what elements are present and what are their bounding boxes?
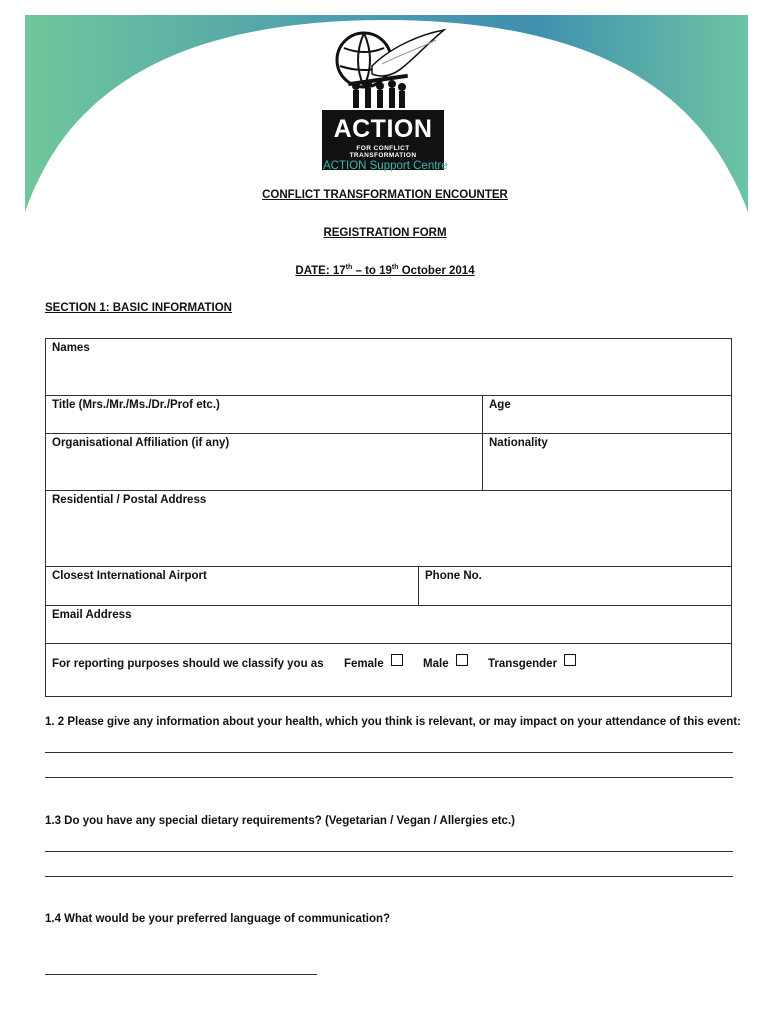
phone-label: Phone No. [425, 570, 482, 582]
names-label: Names [52, 342, 90, 354]
date-sup-2: th [391, 264, 399, 271]
transgender-checkbox[interactable] [564, 654, 576, 666]
names-field[interactable] [46, 339, 732, 396]
title-field[interactable] [46, 396, 483, 434]
globe-dove-icon [322, 26, 452, 114]
gender-prompt: For reporting purposes should we classify you as [52, 658, 324, 670]
logo-wordmark: ACTION [333, 115, 433, 143]
question-dietary: 1.3 Do you have any special dietary requirements? (Vegetarian / Vegan / Allergies etc.) [45, 815, 515, 827]
action-logo [322, 26, 452, 176]
male-checkbox[interactable] [456, 654, 468, 666]
nationality-field[interactable] [483, 434, 732, 491]
basic-info-table [45, 338, 732, 697]
female-checkbox[interactable] [391, 654, 403, 666]
airport-label: Closest International Airport [52, 570, 207, 582]
dietary-answer-line-2[interactable] [45, 876, 733, 877]
affiliation-label: Organisational Affiliation (if any) [52, 437, 230, 449]
age-field[interactable] [483, 396, 732, 434]
address-field[interactable] [46, 491, 732, 567]
gender-option-female-label: Female [344, 658, 384, 670]
date-prefix: DATE: 17 [295, 264, 346, 277]
gender-option-male-label: Male [423, 658, 449, 670]
gender-option-transgender-label: Transgender [488, 658, 558, 670]
date-suffix: October 2014 [398, 264, 475, 277]
health-answer-line-1[interactable] [45, 752, 733, 753]
address-label: Residential / Postal Address [52, 494, 207, 506]
support-centre-label: ACTION Support Centre [323, 160, 448, 172]
health-answer-line-2[interactable] [45, 777, 733, 778]
logo-tagline: FOR CONFLICT TRANSFORMATION [349, 145, 417, 159]
title-label: Title (Mrs./Mr./Ms./Dr./Prof etc.) [52, 399, 220, 411]
form-subtitle: REGISTRATION FORM [323, 227, 447, 239]
section-1-heading: SECTION 1: BASIC INFORMATION [45, 302, 232, 314]
nationality-label: Nationality [489, 437, 548, 449]
question-health: 1. 2 Please give any information about your health, which you think is relevant, or may impact on your attendance of this event: [45, 716, 741, 728]
form-title: CONFLICT TRANSFORMATION ENCOUNTER [262, 189, 508, 201]
phone-field[interactable] [419, 567, 732, 606]
age-label: Age [489, 399, 511, 411]
date-mid: – to 19 [352, 264, 392, 277]
affiliation-field[interactable] [46, 434, 483, 491]
email-field[interactable] [46, 606, 732, 644]
language-answer-line[interactable] [45, 974, 317, 975]
question-language: 1.4 What would be your preferred language of communication? [45, 913, 391, 925]
event-date [0, 264, 770, 277]
gender-row [46, 644, 732, 697]
dietary-answer-line-1[interactable] [45, 851, 733, 852]
airport-field[interactable] [46, 567, 419, 606]
date-sup-1: th [345, 264, 353, 271]
email-label: Email Address [52, 609, 132, 621]
